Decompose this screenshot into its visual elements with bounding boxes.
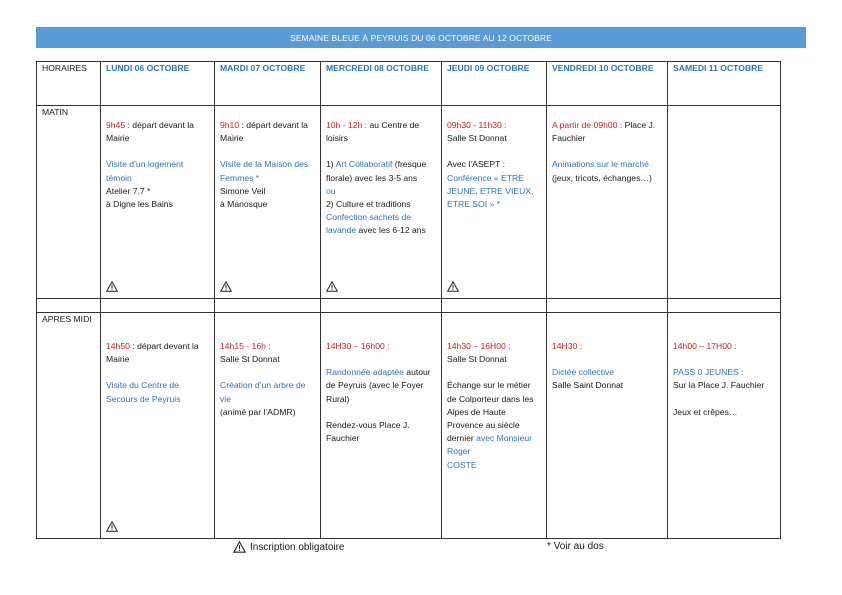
event-detail: à Manosque (220, 199, 268, 210)
event-activity: PASS 0 JEUNES : (673, 367, 744, 378)
header-mardi: MARDI 07 OCTOBRE (215, 62, 321, 106)
event-activity: Création d’un arbre de vie (220, 380, 306, 404)
warning-triangle-icon (233, 541, 246, 553)
option-separator: ou (326, 185, 336, 196)
event-place: Salle Saint Donnat (552, 380, 624, 391)
warning-triangle-icon (220, 281, 232, 292)
event-activity: Animations sur le marché (552, 159, 649, 170)
event-time: 9h10 (220, 120, 240, 130)
cell-matin-mardi (215, 106, 321, 299)
header-horaires: HORAIRES (37, 62, 101, 106)
event-place: : départ devant la Mairie (220, 120, 308, 144)
warning-triangle-icon (326, 281, 338, 292)
event-time: 09h30 - 11h30 : (447, 120, 507, 130)
warning-triangle-icon (106, 281, 118, 292)
cell-matin-samedi (668, 106, 781, 299)
event-detail: autour de Peyruis (avec le Foyer Rural) (326, 367, 431, 404)
slot-label-apres-midi: APRES MIDI (37, 313, 101, 539)
event-description: Échange sur le métier de Colporteur dans les Alpes de Haute Provence au siècle dernier (447, 380, 534, 444)
event-time: 14h00 – 17H00 : (673, 341, 737, 351)
cell-apres-midi-mardi (215, 313, 321, 539)
warning-triangle-icon (447, 281, 459, 292)
legend-star: * Voir au dos (547, 541, 604, 552)
event-activity: Visite d’un logement témoin (106, 159, 184, 183)
header-vendredi: VENDREDI 10 OCTOBRE (547, 62, 668, 106)
event-activity: Visite de la Maison des Femmes * (220, 159, 309, 183)
event-detail: (animé par l’ADMR) (220, 406, 296, 417)
event-place: Place J. Fauchier (552, 120, 656, 144)
morning-row (37, 106, 781, 299)
schedule-table (36, 61, 781, 539)
event-speaker-name: COSTE (447, 459, 477, 470)
event-meeting-point: Rendez-vous Place J. Fauchier (326, 419, 410, 444)
event-place: : départ devant la Mairie (106, 341, 199, 365)
slot-label-matin: MATIN (37, 106, 101, 299)
header-row (37, 62, 781, 106)
event-time: 14h50 (106, 341, 130, 351)
event-activity: Randonnée adaptée (326, 367, 404, 378)
event-time: 14H30 : (552, 341, 583, 351)
event-activity: Dictée collective (552, 367, 615, 378)
event-time: 10h - 12h : (326, 120, 368, 130)
header-mercredi: MERCREDI 08 OCTOBRE (321, 62, 442, 106)
event-detail: (fresque florale) avec les 3-5 ans (326, 159, 427, 183)
cell-apres-midi-lundi (101, 313, 215, 539)
option-prefix: 1) (326, 159, 336, 170)
event-activity: Art Collaboratif (335, 159, 393, 170)
event-detail: avec les 6-12 ans (356, 225, 426, 236)
event-detail: (jeux, tricots, échanges…) (552, 172, 652, 183)
cell-apres-midi-jeudi (442, 313, 547, 539)
header-jeudi: JEUDI 09 OCTOBRE (442, 62, 547, 106)
event-activity: Confection sachets de lavande (326, 212, 412, 236)
event-time: 14h15 - 16h : (220, 341, 271, 351)
event-activity: Visite du Centre de Secours de Peyruis (106, 380, 181, 404)
afternoon-row (37, 313, 781, 539)
legend-warning-text: Inscription obligatoire (250, 541, 345, 553)
event-time: 9h45 (106, 120, 126, 130)
event-place: au Centre de loisirs (326, 120, 420, 144)
page-title: SEMAINE BLEUE À PEYRUIS DU 06 OCTOBRE AU 12 OCTOBRE (36, 27, 806, 48)
cell-matin-vendredi (547, 106, 668, 299)
event-detail: à Digne les Bains (106, 199, 173, 210)
event-activity: Conférence « ETRE JEUNE, ETRE VIEUX, ETRE SOI » * (447, 172, 534, 210)
event-speaker: avec Monsieur Roger (447, 433, 533, 457)
cell-matin-jeudi (442, 106, 547, 299)
event-time: 14h30 – 16H00 : (447, 341, 511, 351)
cell-apres-midi-samedi (668, 313, 781, 539)
header-lundi: LUNDI 06 OCTOBRE (101, 62, 215, 106)
event-intro: Avec l’ASEPT : (447, 159, 505, 170)
header-samedi: SAMEDI 11 OCTOBRE (668, 62, 781, 106)
cell-apres-midi-mercredi (321, 313, 442, 539)
event-detail: Atelier 7.7 * (106, 185, 151, 196)
event-time: A partir de 09h00 : (552, 120, 623, 130)
event-place: Salle St Donnat (220, 354, 280, 365)
cell-apres-midi-vendredi (547, 313, 668, 539)
warning-triangle-icon (106, 521, 118, 532)
event-place: : départ devant la Mairie (106, 120, 194, 144)
event-place: Salle St Donnat (447, 133, 507, 144)
option-title: 2) Culture et traditions (326, 199, 411, 210)
event-detail: Simone Veil (220, 185, 266, 196)
event-place: Sur la Place J. Fauchier (673, 380, 765, 391)
legend-warning (233, 541, 345, 553)
event-detail: Jeux et crêpes… (673, 406, 738, 417)
cell-matin-lundi (101, 106, 215, 299)
event-place: Salle St Donnat (447, 354, 507, 365)
cell-matin-mercredi (321, 106, 442, 299)
spacer-row (37, 299, 781, 313)
event-time: 14H30 – 16h00 : (326, 341, 390, 351)
